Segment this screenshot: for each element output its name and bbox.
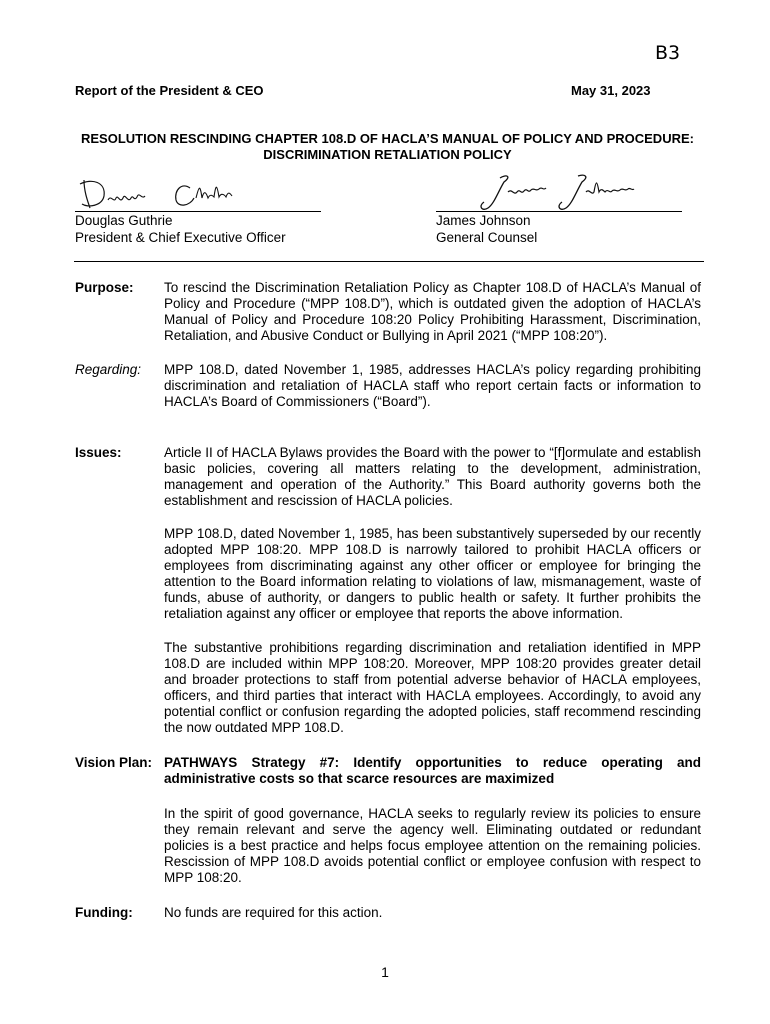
vision-plan-heading: PATHWAYS Strategy #7: Identify opportunities to reduce operating and administrative costs so that scarce resources are maximized [164,755,701,786]
signatory-name-right: James Johnson [436,213,531,228]
page-number: 1 [381,964,389,980]
signatory-position-right: General Counsel [436,230,538,245]
issues-label: Issues: [75,445,122,460]
issues-paragraph-2: MPP 108.D, dated November 1, 1985, has been substantively superseded by our recently adopted MPP 108:20. MPP 108.D is narrowly tailored to prohibit HACLA officers or employees from discriminating against any other officer or employee for bringing the attention to the Board information relating to violations of law, mismanagement, waste of funds, abuse of authority, or dangers to public health or safety. It further prohibits the retaliation against any officer or employee that reports the above information. [164,526,701,621]
signatory-position-left: President & Chief Executive Officer [75,230,286,245]
signature-james-johnson [478,172,648,216]
vision-plan-text: In the spirit of good governance, HACLA seeks to regularly review its policies to ensure they remain relevant and serve the agency well. Eliminating outdated or redundant policies is a best practice and helps focus employee attention on the remaining policies. Rescission of MPP 108.D avoids potential conflict or employee confusion with respect to MPP 108:20. [164,806,701,885]
regarding-text: MPP 108.D, dated November 1, 1985, addresses HACLA’s policy regarding prohibiting discrimination and retaliation of HACLA staff who report certain facts or information to HACLA’s Board of Commissioners (“Board”). [164,362,701,409]
header-divider [74,261,704,262]
purpose-text: To rescind the Discrimination Retaliation Policy as Chapter 108.D of HACLA’s Manual of Policy and Procedure (“MPP 108.D”), which is outdated given the adoption of HACLA’s Manual of Policy and Procedure 108:20 Policy Prohibiting Harassment, Discrimination, Retaliation, and Abusive Conduct or Bullying in April 2021 (“MPP 108:20”). [164,280,701,343]
report-header: Report of the President & CEO [75,83,264,98]
signature-douglas-guthrie [78,174,283,214]
funding-label: Funding: [75,905,133,920]
issues-paragraph-3: The substantive prohibitions regarding discrimination and retaliation identified in MPP 108.D are included within MPP 108:20. Moreover, MPP 108:20 provides greater detail and broader protections to staff from potential adverse behavior of HACLA employees, officers, and third parties that interact with HACLA employees. Accordingly, to avoid any potential conflict or confusion regarding the adopted policies, staff recommend rescinding the now outdated MPP 108.D. [164,640,701,735]
resolution-title: RESOLUTION RESCINDING CHAPTER 108.D OF HACLA’S MANUAL OF POLICY AND PROCEDURE: DISCRIMINATION RETALIATION POLICY [81,131,694,162]
issues-paragraph-1: Article II of HACLA Bylaws provides the Board with the power to “[f]ormulate and establish basic policies, covering all matters relating to the development, administration, management and operation of the Authority.” This Board authority governs both the establishment and rescission of HACLA policies. [164,445,701,508]
signatory-name-left: Douglas Guthrie [75,213,173,228]
funding-text: No funds are required for this action. [164,905,383,920]
vision-plan-label: Vision Plan: [75,755,153,770]
page-tag: B3 [655,42,681,64]
report-date: May 31, 2023 [571,83,651,98]
regarding-label: Regarding: [75,362,142,377]
purpose-label: Purpose: [75,280,134,295]
